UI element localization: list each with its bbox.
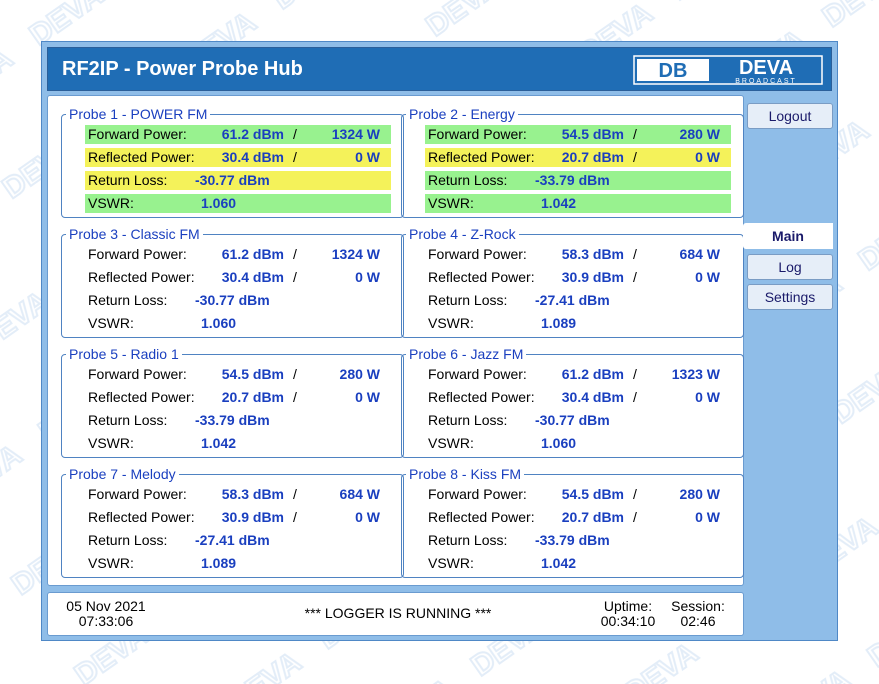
separator: / (293, 389, 297, 405)
row-value: -33.79 dBm (535, 172, 610, 188)
reflected-power-row (425, 148, 731, 167)
row-label: Reflected Power: (428, 149, 535, 165)
tab-main[interactable]: Main (743, 223, 833, 249)
row-value: -27.41 dBm (195, 532, 270, 548)
row-label: Return Loss: (428, 292, 508, 308)
row-label: Forward Power: (428, 126, 527, 142)
status-date: 05 Nov 2021 (66, 598, 146, 614)
app-window (41, 41, 838, 641)
row-value: -33.79 dBm (195, 412, 270, 428)
power-watts: 280 W (679, 126, 720, 142)
probes-panel (47, 95, 744, 586)
row-value: 30.9 dBm (221, 509, 284, 525)
return-loss-row (425, 531, 731, 550)
vswr-row (425, 194, 731, 213)
app-title: RF2IP - Power Probe Hub (62, 58, 303, 80)
separator: / (293, 126, 297, 142)
power-watts: 0 W (695, 389, 720, 405)
row-label: VSWR: (88, 315, 134, 331)
row-label: Forward Power: (428, 486, 527, 502)
vswr-row (425, 314, 731, 333)
uptime-value: 00:34:10 (600, 613, 656, 629)
power-watts: 280 W (339, 366, 380, 382)
row-label: Forward Power: (428, 366, 527, 382)
vswr-row (85, 554, 391, 573)
row-value: 1.042 (201, 435, 237, 451)
row-label: Return Loss: (428, 412, 508, 428)
row-value: 58.3 dBm (221, 486, 284, 502)
row-label: Reflected Power: (88, 389, 195, 405)
row-value: 1.042 (541, 555, 577, 571)
logout-button[interactable]: Logout (747, 103, 833, 129)
row-label: Reflected Power: (428, 509, 535, 525)
probe-card (401, 226, 744, 338)
power-watts: 0 W (695, 509, 720, 525)
forward-power-row (85, 125, 391, 144)
svg-text:DB: DB (658, 60, 688, 82)
session-label: Session: (671, 598, 725, 614)
probe-title: Probe 7 - Melody (66, 466, 179, 482)
deva-broadcast-logo (633, 53, 823, 87)
row-label: Forward Power: (88, 246, 187, 262)
power-watts: 0 W (695, 149, 720, 165)
forward-power-row (425, 125, 731, 144)
separator: / (293, 269, 297, 285)
separator: / (633, 389, 637, 405)
row-value: 20.7 dBm (561, 149, 624, 165)
separator: / (293, 246, 297, 262)
row-label: Forward Power: (88, 486, 187, 502)
probe-title: Probe 2 - Energy (406, 106, 518, 122)
separator: / (633, 366, 637, 382)
power-watts: 684 W (679, 246, 720, 262)
status-time: 07:33:06 (78, 613, 134, 629)
separator: / (633, 509, 637, 525)
row-value: 1.042 (541, 195, 577, 211)
uptime-label: Uptime: (603, 598, 653, 614)
vswr-row (85, 434, 391, 453)
row-value: 30.4 dBm (221, 269, 284, 285)
reflected-power-row (85, 388, 391, 407)
power-watts: 1324 W (331, 246, 380, 262)
row-label: Forward Power: (88, 366, 187, 382)
reflected-power-row (85, 268, 391, 287)
row-label: Return Loss: (88, 532, 168, 548)
power-watts: 1324 W (331, 126, 380, 142)
svg-text:DEVA: DEVA (738, 57, 794, 79)
row-label: VSWR: (88, 435, 134, 451)
power-watts: 0 W (355, 509, 380, 525)
return-loss-row (425, 171, 731, 190)
reflected-power-row (425, 268, 731, 287)
reflected-power-row (85, 148, 391, 167)
tab-settings[interactable]: Settings (747, 284, 833, 310)
forward-power-row (425, 245, 731, 264)
row-value: 1.060 (541, 435, 577, 451)
row-value: 54.5 dBm (561, 126, 624, 142)
row-value: 20.7 dBm (221, 389, 284, 405)
row-value: 58.3 dBm (561, 246, 624, 262)
return-loss-row (85, 411, 391, 430)
row-value: 1.089 (201, 555, 237, 571)
row-value: 61.2 dBm (561, 366, 624, 382)
power-watts: 1323 W (671, 366, 720, 382)
separator: / (633, 486, 637, 502)
row-value: 1.060 (201, 195, 237, 211)
row-label: Return Loss: (88, 292, 168, 308)
return-loss-row (425, 411, 731, 430)
probe-card (401, 466, 744, 578)
title-bar (47, 47, 832, 91)
status-bar (47, 592, 744, 636)
probe-card (61, 466, 404, 578)
separator: / (633, 149, 637, 165)
probe-title: Probe 3 - Classic FM (66, 226, 203, 242)
return-loss-row (85, 291, 391, 310)
row-value: 54.5 dBm (221, 366, 284, 382)
probe-title: Probe 5 - Radio 1 (66, 346, 182, 362)
vswr-row (85, 314, 391, 333)
row-label: Return Loss: (428, 532, 508, 548)
probe-title: Probe 6 - Jazz FM (406, 346, 526, 362)
row-value: -30.77 dBm (535, 412, 610, 428)
row-label: Return Loss: (88, 172, 168, 188)
vswr-row (85, 194, 391, 213)
row-label: VSWR: (428, 195, 474, 211)
row-value: 20.7 dBm (561, 509, 624, 525)
return-loss-row (425, 291, 731, 310)
row-label: VSWR: (428, 315, 474, 331)
power-watts: 684 W (339, 486, 380, 502)
probe-card (61, 106, 404, 218)
tab-log[interactable]: Log (747, 254, 833, 280)
reflected-power-row (85, 508, 391, 527)
row-label: Forward Power: (88, 126, 187, 142)
row-value: 1.089 (541, 315, 577, 331)
row-value: -30.77 dBm (195, 292, 270, 308)
separator: / (293, 509, 297, 525)
vswr-row (425, 434, 731, 453)
separator: / (633, 126, 637, 142)
vswr-row (425, 554, 731, 573)
probe-card (61, 346, 404, 458)
power-watts: 0 W (355, 269, 380, 285)
probe-card (401, 106, 744, 218)
separator: / (633, 269, 637, 285)
row-label: Reflected Power: (88, 149, 195, 165)
return-loss-row (85, 531, 391, 550)
session-value: 02:46 (680, 613, 716, 629)
forward-power-row (425, 485, 731, 504)
probe-card (401, 346, 744, 458)
row-label: VSWR: (428, 555, 474, 571)
row-value: 30.9 dBm (561, 269, 624, 285)
row-label: Reflected Power: (88, 509, 195, 525)
probe-title: Probe 1 - POWER FM (66, 106, 210, 122)
power-watts: 0 W (695, 269, 720, 285)
power-watts: 0 W (355, 389, 380, 405)
probe-card (61, 226, 404, 338)
row-label: Forward Power: (428, 246, 527, 262)
forward-power-row (85, 245, 391, 264)
row-value: 30.4 dBm (221, 149, 284, 165)
row-label: Reflected Power: (428, 269, 535, 285)
forward-power-row (85, 485, 391, 504)
return-loss-row (85, 171, 391, 190)
logger-status: *** LOGGER IS RUNNING *** (304, 605, 492, 621)
power-watts: 0 W (355, 149, 380, 165)
row-value: -30.77 dBm (195, 172, 270, 188)
row-value: 1.060 (201, 315, 237, 331)
separator: / (293, 366, 297, 382)
forward-power-row (85, 365, 391, 384)
power-watts: 280 W (679, 486, 720, 502)
row-label: Return Loss: (88, 412, 168, 428)
row-label: Reflected Power: (428, 389, 535, 405)
row-label: Return Loss: (428, 172, 508, 188)
forward-power-row (425, 365, 731, 384)
row-label: VSWR: (428, 435, 474, 451)
row-value: 61.2 dBm (221, 126, 284, 142)
separator: / (293, 486, 297, 502)
svg-text:BROADCAST: BROADCAST (735, 78, 797, 85)
separator: / (633, 246, 637, 262)
row-label: Reflected Power: (88, 269, 195, 285)
separator: / (293, 149, 297, 165)
row-value: -27.41 dBm (535, 292, 610, 308)
row-value: 54.5 dBm (561, 486, 624, 502)
row-label: VSWR: (88, 195, 134, 211)
reflected-power-row (425, 508, 731, 527)
probe-title: Probe 4 - Z-Rock (406, 226, 519, 242)
row-value: 30.4 dBm (561, 389, 624, 405)
row-value: 61.2 dBm (221, 246, 284, 262)
row-value: -33.79 dBm (535, 532, 610, 548)
reflected-power-row (425, 388, 731, 407)
row-label: VSWR: (88, 555, 134, 571)
probe-title: Probe 8 - Kiss FM (406, 466, 524, 482)
